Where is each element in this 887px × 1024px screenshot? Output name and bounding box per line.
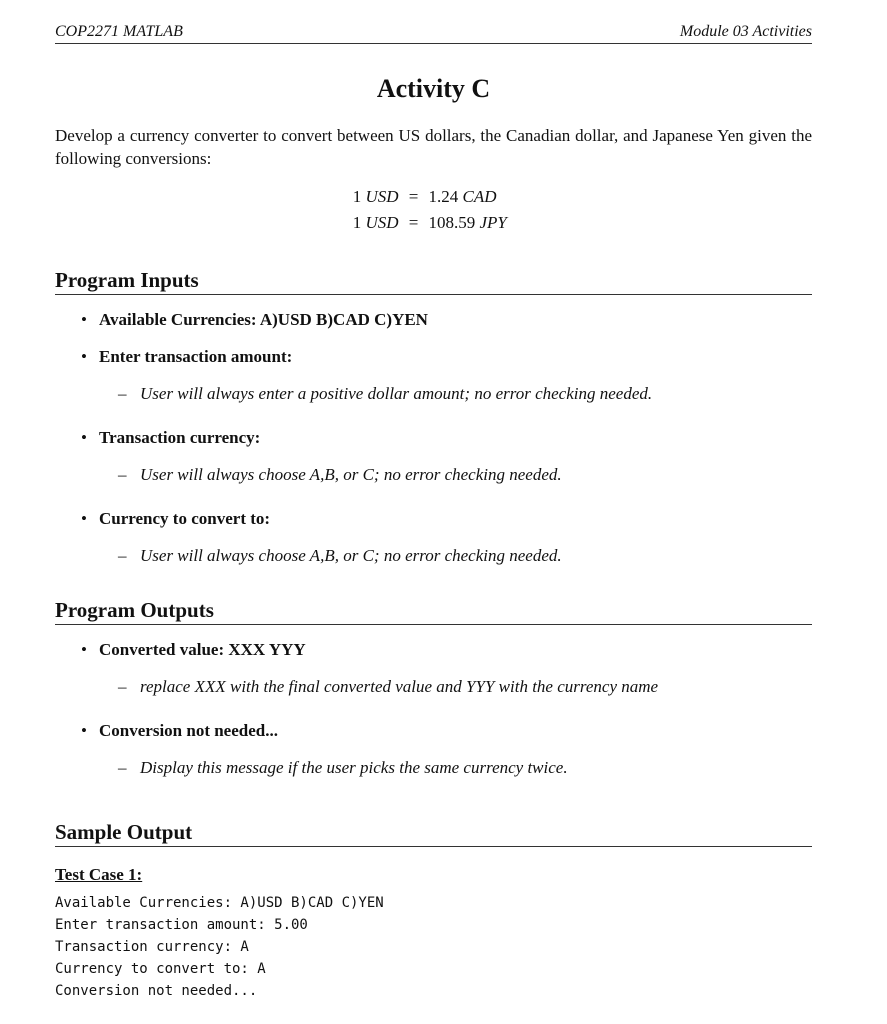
equation-jpy (55, 210, 812, 236)
list-item (55, 427, 812, 486)
code-line: Available Currencies: A)USD B)CAD C)YEN (55, 895, 384, 911)
intro-paragraph: Develop a currency converter to convert between US dollars, the Canadian dollar, and Japanese Yen given the following conversions: (55, 126, 812, 168)
bullet-label: Enter transaction amount: (99, 347, 293, 366)
page-header (55, 22, 812, 44)
bullet-label: Currency to convert to: (99, 509, 271, 528)
bullet-label: Conversion not needed... (99, 721, 278, 740)
outputs-list (55, 639, 812, 779)
code-line: Conversion not needed... (55, 983, 258, 999)
sample-output-block (55, 892, 812, 1002)
test-case-label: Test Case 1: (55, 865, 143, 884)
section-heading-outputs: Program Outputs (55, 597, 812, 625)
list-item (55, 346, 812, 405)
conversion-equations (55, 184, 812, 236)
sub-note: – Display this message if the user picks the same currency twice. (55, 757, 812, 779)
equation-cad (55, 184, 812, 210)
section-heading-inputs: Program Inputs (55, 267, 812, 295)
eq-lhs-unit: USD (365, 213, 399, 232)
eq-lhs-num: 1 (352, 213, 362, 232)
document-page (55, 22, 812, 1002)
section-heading-sample: Sample Output (55, 819, 812, 847)
eq-rhs-unit: CAD (462, 187, 497, 206)
module-label: Module 03 Activities (679, 23, 812, 40)
eq-rhs-num: 1.24 (428, 187, 459, 206)
bullet-label: Available Currencies: A)USD B)CAD C)YEN (99, 310, 428, 329)
code-line: Transaction currency: A (55, 939, 249, 955)
code-line: Currency to convert to: A (55, 961, 266, 977)
sub-note: – User will always enter a positive dollar amount; no error checking needed. (55, 383, 812, 405)
eq-rhs-num: 108.59 (428, 213, 476, 232)
eq-lhs-num: 1 (352, 187, 362, 206)
list-item (55, 309, 812, 331)
eq-op: = (408, 187, 419, 206)
sub-note: – replace XXX with the final converted value and YYY with the currency name (55, 676, 812, 698)
inputs-list (55, 309, 812, 567)
eq-rhs-unit: JPY (479, 213, 507, 232)
sub-note: – User will always choose A,B, or C; no error checking needed. (55, 464, 812, 486)
bullet-label: Transaction currency: (99, 428, 261, 447)
code-line: Enter transaction amount: 5.00 (55, 917, 308, 933)
list-item (55, 508, 812, 567)
eq-op: = (408, 213, 419, 232)
list-item (55, 720, 812, 779)
course-label: COP2271 MATLAB (55, 23, 183, 40)
bullet-label: Converted value: XXX YYY (99, 640, 306, 659)
eq-lhs-unit: USD (365, 187, 399, 206)
list-item (55, 639, 812, 698)
sub-note: – User will always choose A,B, or C; no error checking needed. (55, 545, 812, 567)
activity-title: Activity C (376, 74, 491, 103)
